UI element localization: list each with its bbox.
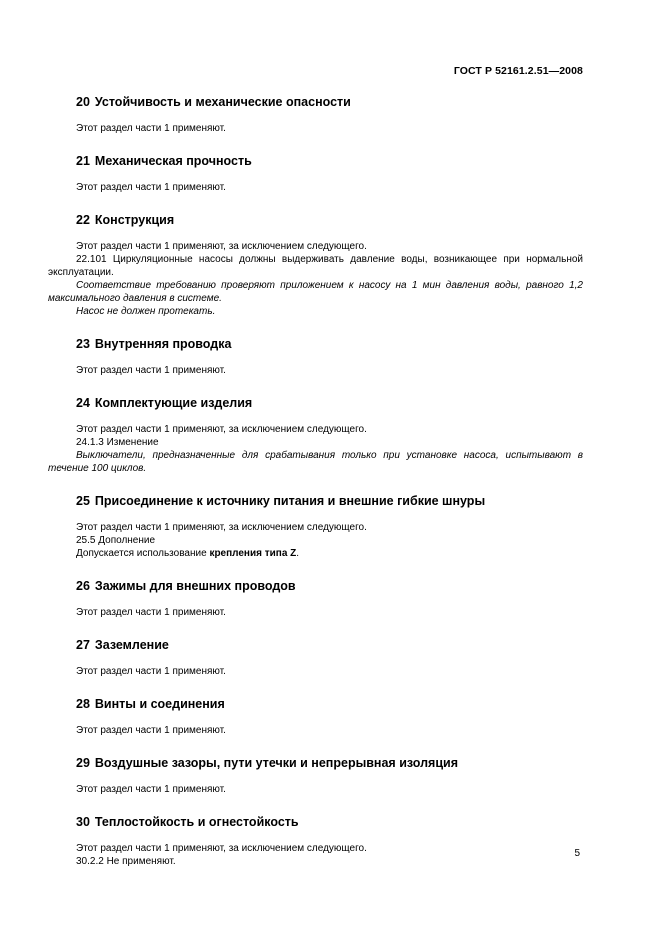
section-heading xyxy=(76,154,583,168)
section-number: 24 xyxy=(76,396,90,410)
paragraph-text: Насос не должен протекать. xyxy=(76,306,216,317)
section-number: 30 xyxy=(76,815,90,829)
section-20 xyxy=(48,95,583,135)
section-heading xyxy=(76,756,583,770)
section-22 xyxy=(48,213,583,318)
paragraph xyxy=(48,279,583,305)
section-24 xyxy=(48,396,583,475)
paragraph xyxy=(48,783,583,796)
paragraph-text: Выключатели, предназначенные для срабатывания только при установке насоса, испытывают в течение 100 циклов. xyxy=(48,450,583,474)
paragraph-text: Соответствие требованию проверяют приложением к насосу на 1 мин давления воды, равного 1,2 максимального давления в системе. xyxy=(48,280,583,304)
document-body xyxy=(48,95,583,887)
paragraph-text: Этот раздел части 1 применяют. xyxy=(76,725,226,736)
section-number: 25 xyxy=(76,494,90,508)
section-number: 29 xyxy=(76,756,90,770)
section-30 xyxy=(48,815,583,868)
paragraph xyxy=(48,606,583,619)
section-heading xyxy=(76,494,583,508)
paragraph-text: 24.1.3 Изменение xyxy=(76,437,159,448)
bold-term: крепления типа Z xyxy=(209,548,297,559)
section-number: 20 xyxy=(76,95,90,109)
section-number: 26 xyxy=(76,579,90,593)
section-heading xyxy=(76,396,583,410)
paragraph-text: Этот раздел части 1 применяют. xyxy=(76,607,226,618)
paragraph xyxy=(48,423,583,436)
paragraph-text: 25.5 Дополнение xyxy=(76,535,156,546)
section-number: 28 xyxy=(76,697,90,711)
section-title: Внутренняя проводка xyxy=(94,337,232,351)
paragraph-tail: . xyxy=(296,548,300,559)
section-heading xyxy=(76,337,583,351)
paragraph-text: Этот раздел части 1 применяют, за исключением следующего. xyxy=(76,241,367,252)
section-title: Заземление xyxy=(94,638,169,652)
section-heading xyxy=(76,697,583,711)
paragraph-text: Этот раздел части 1 применяют. xyxy=(76,182,226,193)
paragraph xyxy=(48,305,583,318)
paragraph-text: Этот раздел части 1 применяют. xyxy=(76,784,226,795)
section-title: Комплектующие изделия xyxy=(94,396,253,410)
section-title: Зажимы для внешних проводов xyxy=(94,579,296,593)
paragraph-text: Этот раздел части 1 применяют. xyxy=(76,365,226,376)
paragraph-text: 22.101 Циркуляционные насосы должны выдерживать давление воды, возникающее при нормальной эксплуатации. xyxy=(48,254,583,278)
paragraph xyxy=(48,253,583,279)
paragraph xyxy=(48,842,583,855)
paragraph xyxy=(48,534,583,547)
paragraph xyxy=(48,240,583,253)
section-title: Конструкция xyxy=(94,213,175,227)
paragraph-text: Допускается использование xyxy=(76,548,210,559)
page-number: 5 xyxy=(574,848,580,859)
section-title: Устойчивость и механические опасности xyxy=(94,95,351,109)
section-heading xyxy=(76,579,583,593)
section-heading xyxy=(76,638,583,652)
section-27 xyxy=(48,638,583,678)
section-number: 22 xyxy=(76,213,90,227)
section-29 xyxy=(48,756,583,796)
section-28 xyxy=(48,697,583,737)
paragraph-text: Этот раздел части 1 применяют, за исключением следующего. xyxy=(76,522,367,533)
section-number: 27 xyxy=(76,638,90,652)
paragraph xyxy=(48,521,583,534)
paragraph-text: Этот раздел части 1 применяют, за исключением следующего. xyxy=(76,843,367,854)
paragraph xyxy=(48,364,583,377)
paragraph xyxy=(48,122,583,135)
paragraph xyxy=(48,181,583,194)
paragraph xyxy=(48,547,583,560)
paragraph-text: Этот раздел части 1 применяют. xyxy=(76,123,226,134)
paragraph xyxy=(48,449,583,475)
section-heading xyxy=(76,95,583,109)
section-25 xyxy=(48,494,583,560)
section-title: Присоединение к источнику питания и внешние гибкие шнуры xyxy=(94,494,486,508)
section-26 xyxy=(48,579,583,619)
section-number: 21 xyxy=(76,154,90,168)
paragraph xyxy=(48,855,583,868)
section-heading xyxy=(76,213,583,227)
section-title: Механическая прочность xyxy=(94,154,252,168)
section-title: Теплостойкость и огнестойкость xyxy=(94,815,299,829)
section-21 xyxy=(48,154,583,194)
section-heading xyxy=(76,815,583,829)
section-number: 23 xyxy=(76,337,90,351)
paragraph-text: Этот раздел части 1 применяют, за исключением следующего. xyxy=(76,424,367,435)
section-23 xyxy=(48,337,583,377)
paragraph xyxy=(48,436,583,449)
paragraph xyxy=(48,724,583,737)
paragraph xyxy=(48,665,583,678)
section-title: Воздушные зазоры, пути утечки и непрерывная изоляция xyxy=(94,756,459,770)
document-header-id: ГОСТ Р 52161.2.51—2008 xyxy=(453,65,583,77)
paragraph-text: Этот раздел части 1 применяют. xyxy=(76,666,226,677)
paragraph-text: 30.2.2 Не применяют. xyxy=(76,856,176,867)
section-title: Винты и соединения xyxy=(94,697,225,711)
